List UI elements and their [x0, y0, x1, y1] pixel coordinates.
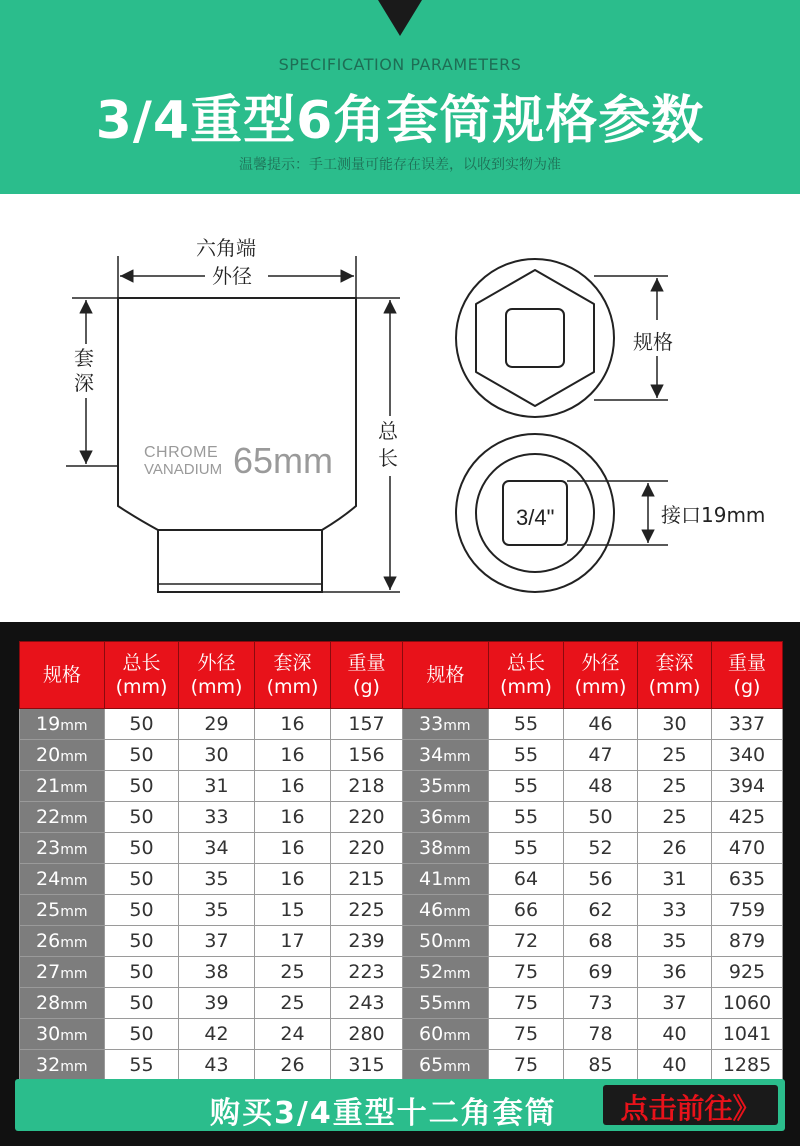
depth-cell: 25 [638, 740, 712, 771]
size-unit: mm [60, 718, 88, 734]
socket-drawing [0, 194, 800, 622]
size-cell [20, 709, 105, 740]
size-value: 19 [36, 713, 61, 735]
size-value: 22 [36, 806, 61, 828]
size-value: 27 [36, 961, 61, 983]
depth-cell: 25 [255, 988, 331, 1019]
header-length-right: 总长 (mm) [489, 642, 564, 709]
size-value: 25 [36, 899, 61, 921]
weight-cell: 225 [331, 895, 403, 926]
header-od-left: 外径 (mm) [179, 642, 255, 709]
size-value: 33 [419, 713, 444, 735]
size-value: 41 [419, 868, 444, 890]
depth-cell: 36 [638, 957, 712, 988]
size-value: 34 [419, 744, 444, 766]
size-value: 36 [419, 806, 444, 828]
od-cell: 56 [564, 864, 638, 895]
od-cell: 48 [564, 771, 638, 802]
size-unit: mm [60, 966, 88, 982]
table-row [20, 1050, 783, 1081]
length-cell: 50 [105, 1019, 179, 1050]
od-cell: 29 [179, 709, 255, 740]
size-unit: mm [443, 842, 471, 858]
table-row [20, 709, 783, 740]
table-row [20, 895, 783, 926]
size-cell [403, 864, 489, 895]
weight-cell: 215 [331, 864, 403, 895]
size-value: 38 [419, 837, 444, 859]
socket-diagram [0, 194, 800, 622]
size-value: 32 [36, 1054, 61, 1076]
table-header-row [20, 642, 783, 709]
depth-cell: 16 [255, 802, 331, 833]
weight-cell: 394 [712, 771, 783, 802]
size-value: 28 [36, 992, 61, 1014]
od-cell: 50 [564, 802, 638, 833]
length-cell: 75 [489, 1019, 564, 1050]
go-button-label: 点击前往》 [620, 1092, 761, 1125]
size-value: 24 [36, 868, 61, 890]
size-cell [20, 926, 105, 957]
size-unit: mm [443, 1059, 471, 1075]
od-cell: 33 [179, 802, 255, 833]
size-cell [20, 1050, 105, 1081]
length-cell: 55 [489, 833, 564, 864]
socket-depth-label: 套深 [74, 346, 94, 395]
depth-cell: 35 [638, 926, 712, 957]
depth-cell: 30 [638, 709, 712, 740]
depth-cell: 25 [638, 771, 712, 802]
measurement-tip: 温馨提示：手工测量可能存在误差，以收到实物为准 [239, 157, 561, 173]
table-row [20, 988, 783, 1019]
header-weight-right: 重量 (g) [712, 642, 783, 709]
size-cell [20, 833, 105, 864]
size-cell [403, 957, 489, 988]
length-cell: 66 [489, 895, 564, 926]
size-unit: mm [443, 873, 471, 889]
brand-line-1: CHROME [144, 444, 219, 461]
length-cell: 64 [489, 864, 564, 895]
header-od-right: 外径 (mm) [564, 642, 638, 709]
od-cell: 38 [179, 957, 255, 988]
size-cell [403, 926, 489, 957]
outer-diameter-label-line1: 六角端 [196, 236, 256, 260]
header-depth-left: 套深 (mm) [255, 642, 331, 709]
size-cell [403, 802, 489, 833]
size-value: 23 [36, 837, 61, 859]
table-row [20, 957, 783, 988]
table-row [20, 833, 783, 864]
depth-cell: 26 [638, 833, 712, 864]
length-cell: 55 [489, 771, 564, 802]
size-cell [20, 957, 105, 988]
size-value: 46 [419, 899, 444, 921]
size-value: 60 [419, 1023, 444, 1045]
header-banner [0, 0, 800, 194]
length-cell: 55 [489, 802, 564, 833]
size-cell [403, 895, 489, 926]
go-button[interactable] [603, 1085, 778, 1125]
size-unit: mm [60, 780, 88, 796]
depth-cell: 16 [255, 864, 331, 895]
size-value: 65 [419, 1054, 444, 1076]
spec-table-area [0, 622, 800, 1146]
table-body [20, 709, 783, 1081]
size-unit: mm [60, 935, 88, 951]
depth-cell: 37 [638, 988, 712, 1019]
weight-cell: 156 [331, 740, 403, 771]
depth-cell: 17 [255, 926, 331, 957]
length-cell: 72 [489, 926, 564, 957]
weight-cell: 879 [712, 926, 783, 957]
header-size-right: 规格 [403, 642, 489, 709]
od-cell: 62 [564, 895, 638, 926]
down-arrow-notch [370, 0, 430, 36]
length-cell: 50 [105, 740, 179, 771]
length-cell: 50 [105, 988, 179, 1019]
total-length-label: 总长 [378, 419, 398, 470]
od-cell: 52 [564, 833, 638, 864]
size-value: 26 [36, 930, 61, 952]
size-engraving: 65mm [233, 440, 334, 481]
depth-cell: 24 [255, 1019, 331, 1050]
depth-cell: 31 [638, 864, 712, 895]
depth-cell: 16 [255, 709, 331, 740]
length-cell: 55 [489, 740, 564, 771]
size-cell [20, 771, 105, 802]
size-cell [20, 895, 105, 926]
size-unit: mm [443, 966, 471, 982]
drive-size-mark: 3/4" [516, 505, 555, 530]
table-row [20, 1019, 783, 1050]
weight-cell: 1041 [712, 1019, 783, 1050]
od-cell: 35 [179, 895, 255, 926]
size-cell [403, 1050, 489, 1081]
size-cell [403, 833, 489, 864]
depth-cell: 40 [638, 1050, 712, 1081]
table-row [20, 771, 783, 802]
promo-text: 购买3/4重型十二角套筒 [210, 1096, 557, 1131]
weight-cell: 218 [331, 771, 403, 802]
od-cell: 30 [179, 740, 255, 771]
od-cell: 46 [564, 709, 638, 740]
size-cell [20, 802, 105, 833]
weight-cell: 925 [712, 957, 783, 988]
weight-cell: 220 [331, 802, 403, 833]
depth-cell: 15 [255, 895, 331, 926]
size-unit: mm [443, 1028, 471, 1044]
promo-banner[interactable] [15, 1079, 785, 1131]
size-cell [20, 740, 105, 771]
size-cell [403, 771, 489, 802]
hex-end-view [456, 259, 614, 417]
depth-cell: 16 [255, 740, 331, 771]
size-cell [20, 1019, 105, 1050]
table-row [20, 926, 783, 957]
od-cell: 73 [564, 988, 638, 1019]
od-cell: 78 [564, 1019, 638, 1050]
length-cell: 75 [489, 1050, 564, 1081]
spec-table [19, 641, 783, 1081]
weight-cell: 280 [331, 1019, 403, 1050]
drive-size-label: 接口19mm [661, 503, 766, 527]
depth-cell: 26 [255, 1050, 331, 1081]
header-depth-right: 套深 (mm) [638, 642, 712, 709]
length-cell: 50 [105, 957, 179, 988]
size-unit: mm [443, 935, 471, 951]
weight-cell: 337 [712, 709, 783, 740]
size-cell [403, 988, 489, 1019]
od-cell: 69 [564, 957, 638, 988]
length-cell: 50 [105, 926, 179, 957]
depth-cell: 25 [255, 957, 331, 988]
table-row [20, 802, 783, 833]
size-value: 55 [419, 992, 444, 1014]
weight-cell: 340 [712, 740, 783, 771]
weight-cell: 315 [331, 1050, 403, 1081]
page-title: 3/4重型6角套筒规格参数 [95, 91, 705, 151]
od-cell: 37 [179, 926, 255, 957]
od-cell: 85 [564, 1050, 638, 1081]
length-cell: 55 [489, 709, 564, 740]
length-cell: 50 [105, 864, 179, 895]
size-unit: mm [60, 1028, 88, 1044]
size-unit: mm [443, 780, 471, 796]
weight-cell: 1285 [712, 1050, 783, 1081]
header-length-left: 总长 (mm) [105, 642, 179, 709]
brand-line-2: VANADIUM [144, 461, 223, 478]
depth-cell: 33 [638, 895, 712, 926]
size-unit: mm [60, 1059, 88, 1075]
weight-cell: 243 [331, 988, 403, 1019]
depth-cell: 16 [255, 833, 331, 864]
header-weight-left: 重量 (g) [331, 642, 403, 709]
length-cell: 50 [105, 709, 179, 740]
size-value: 30 [36, 1023, 61, 1045]
size-unit: mm [60, 811, 88, 827]
od-cell: 39 [179, 988, 255, 1019]
length-cell: 75 [489, 988, 564, 1019]
od-cell: 68 [564, 926, 638, 957]
od-cell: 43 [179, 1050, 255, 1081]
size-unit: mm [60, 904, 88, 920]
depth-cell: 25 [638, 802, 712, 833]
weight-cell: 759 [712, 895, 783, 926]
depth-cell: 16 [255, 771, 331, 802]
size-unit: mm [60, 997, 88, 1013]
weight-cell: 223 [331, 957, 403, 988]
size-value: 20 [36, 744, 61, 766]
weight-cell: 635 [712, 864, 783, 895]
size-unit: mm [443, 997, 471, 1013]
size-value: 21 [36, 775, 61, 797]
table-row [20, 864, 783, 895]
table-row [20, 740, 783, 771]
weight-cell: 220 [331, 833, 403, 864]
length-cell: 50 [105, 833, 179, 864]
size-cell [20, 988, 105, 1019]
size-unit: mm [60, 873, 88, 889]
weight-cell: 239 [331, 926, 403, 957]
size-unit: mm [443, 718, 471, 734]
weight-cell: 1060 [712, 988, 783, 1019]
weight-cell: 470 [712, 833, 783, 864]
size-cell [403, 1019, 489, 1050]
od-cell: 31 [179, 771, 255, 802]
size-value: 52 [419, 961, 444, 983]
od-cell: 35 [179, 864, 255, 895]
size-value: 50 [419, 930, 444, 952]
weight-cell: 425 [712, 802, 783, 833]
length-cell: 50 [105, 895, 179, 926]
length-cell: 50 [105, 771, 179, 802]
size-unit: mm [443, 904, 471, 920]
size-value: 35 [419, 775, 444, 797]
spec-label: 规格 [633, 330, 673, 354]
od-cell: 34 [179, 833, 255, 864]
size-cell [403, 709, 489, 740]
length-cell: 75 [489, 957, 564, 988]
length-cell: 50 [105, 802, 179, 833]
length-cell: 55 [105, 1050, 179, 1081]
header-size-left: 规格 [20, 642, 105, 709]
size-unit: mm [443, 749, 471, 765]
size-cell [403, 740, 489, 771]
outer-diameter-label-line2: 外径 [212, 264, 252, 288]
subtitle-english: SPECIFICATION PARAMETERS [278, 55, 522, 74]
od-cell: 47 [564, 740, 638, 771]
od-cell: 42 [179, 1019, 255, 1050]
size-unit: mm [443, 811, 471, 827]
depth-cell: 40 [638, 1019, 712, 1050]
size-unit: mm [60, 749, 88, 765]
weight-cell: 157 [331, 709, 403, 740]
size-unit: mm [60, 842, 88, 858]
size-cell [20, 864, 105, 895]
